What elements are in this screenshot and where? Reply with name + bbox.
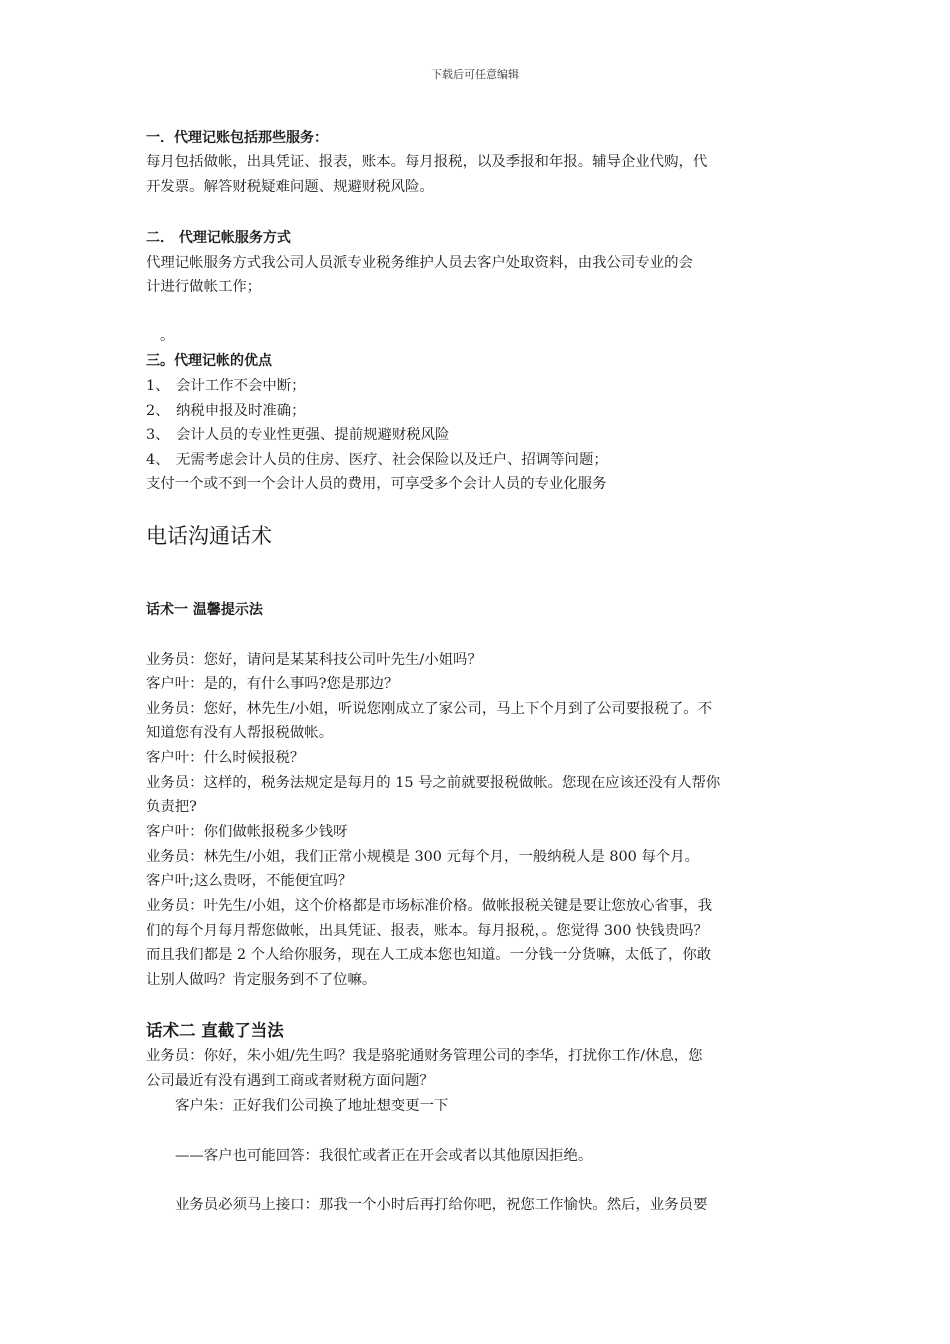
item-text: 无需考虑会计人员的住房、医疗、社会保险以及迁户、招调等问题； [176, 452, 608, 468]
script1-heading: 话术一 温馨提示法 [146, 602, 263, 618]
script2-line: 业务员必须马上接口：那我一个小时后再打给你吧，祝您工作愉快。然后，业务员要 [175, 1197, 708, 1213]
section2-heading: 二． 代理记帐服务方式 [146, 230, 291, 246]
item-text: 纳税申报及时准确； [176, 403, 306, 419]
item-number: 3、 [146, 427, 170, 443]
item-number: 2、 [146, 403, 170, 419]
section1-heading: 一．代理记账包括那些服务： [146, 130, 328, 146]
section3-item [146, 450, 608, 470]
section1-line-2: 开发票。解答财税疑难问题、规避财税风险。 [146, 179, 434, 195]
section1-line-1: 每月包括做帐，出具凭证、报表，账本。每月报税，以及季报和年报。辅导企业代购，代 [146, 154, 708, 170]
script1-line: 客户叶;这么贵呀，不能便宜吗？ [146, 873, 353, 889]
section2-line-2: 计进行做帐工作； [146, 279, 262, 295]
section3-item [146, 376, 306, 396]
script2-line: 业务员：你好，朱小姐/先生吗？我是骆驼通财务管理公司的李华，打扰你工作/休息，您 [146, 1048, 703, 1064]
section3-item [146, 401, 306, 421]
item-number: 4、 [146, 452, 170, 468]
script1-line: 们的每个月每月帮您做帐，出具凭证、报表，账本。每月报税，。您觉得 300 快钱贵吗？ [146, 923, 708, 939]
section3-item [146, 425, 449, 445]
script2-heading: 话术二 直截了当法 [146, 1021, 284, 1040]
section2-dot: 。 [160, 328, 175, 344]
script1-line: 业务员：您好，林先生/小姐，听说您刚成立了家公司，马上下个月到了公司要报税了。不 [146, 701, 713, 717]
section3-heading: 三。代理记帐的优点 [146, 353, 272, 369]
script1-line: 业务员：林先生/小姐，我们正常小规模是 300 元每个月，一般纳税人是 800 每个月。 [146, 849, 699, 865]
script1-line: 而且我们都是 2 个人给你服务，现在人工成本您也知道。一分钱一分货嘛，太低了，你敢 [146, 947, 712, 963]
script2-line: 客户朱：正好我们公司换了地址想变更一下 [175, 1098, 449, 1114]
script1-line: 业务员：叶先生/小姐，这个价格都是市场标准价格。做帐报税关键是要让您放心省事，我 [146, 898, 713, 914]
script2-line: 公司最近有没有遇到工商或者财税方面问题？ [146, 1073, 434, 1089]
page-header: 下载后可任意编辑 [431, 68, 519, 81]
script2-line: ——客户也可能回答：我很忙或者正在开会或者以其他原因拒绝。 [175, 1148, 593, 1164]
script1-line: 知道您有没有人帮报税做帐。 [146, 725, 334, 741]
script1-line: 业务员：您好，请问是某某科技公司叶先生/小姐吗？ [146, 652, 482, 668]
item-number: 1、 [146, 378, 170, 394]
item-text: 会计人员的专业性更强、提前规避财税风险 [176, 427, 450, 443]
item-text: 会计工作不会中断； [176, 378, 306, 394]
script1-line: 让别人做吗？肯定服务到不了位嘛。 [146, 972, 377, 988]
script1-line: 客户叶：你们做帐报税多少钱呀 [146, 824, 348, 840]
section2-line-1: 代理记帐服务方式我公司人员派专业税务维护人员去客户处取资料，由我公司专业的会 [146, 255, 693, 271]
script1-line: 客户叶：是的，有什么事吗?您是那边？ [146, 676, 399, 692]
section3-tail: 支付一个或不到一个会计人员的费用，可享受多个会计人员的专业化服务 [146, 476, 607, 492]
script1-line: 业务员：这样的，税务法规定是每月的 15 号之前就要报税做帐。您现在应该还没有人帮你 [146, 775, 721, 791]
script1-line: 负责把? [146, 799, 197, 815]
phone-title: 电话沟通话术 [146, 524, 272, 548]
script1-line: 客户叶：什么时候报税？ [146, 750, 305, 766]
